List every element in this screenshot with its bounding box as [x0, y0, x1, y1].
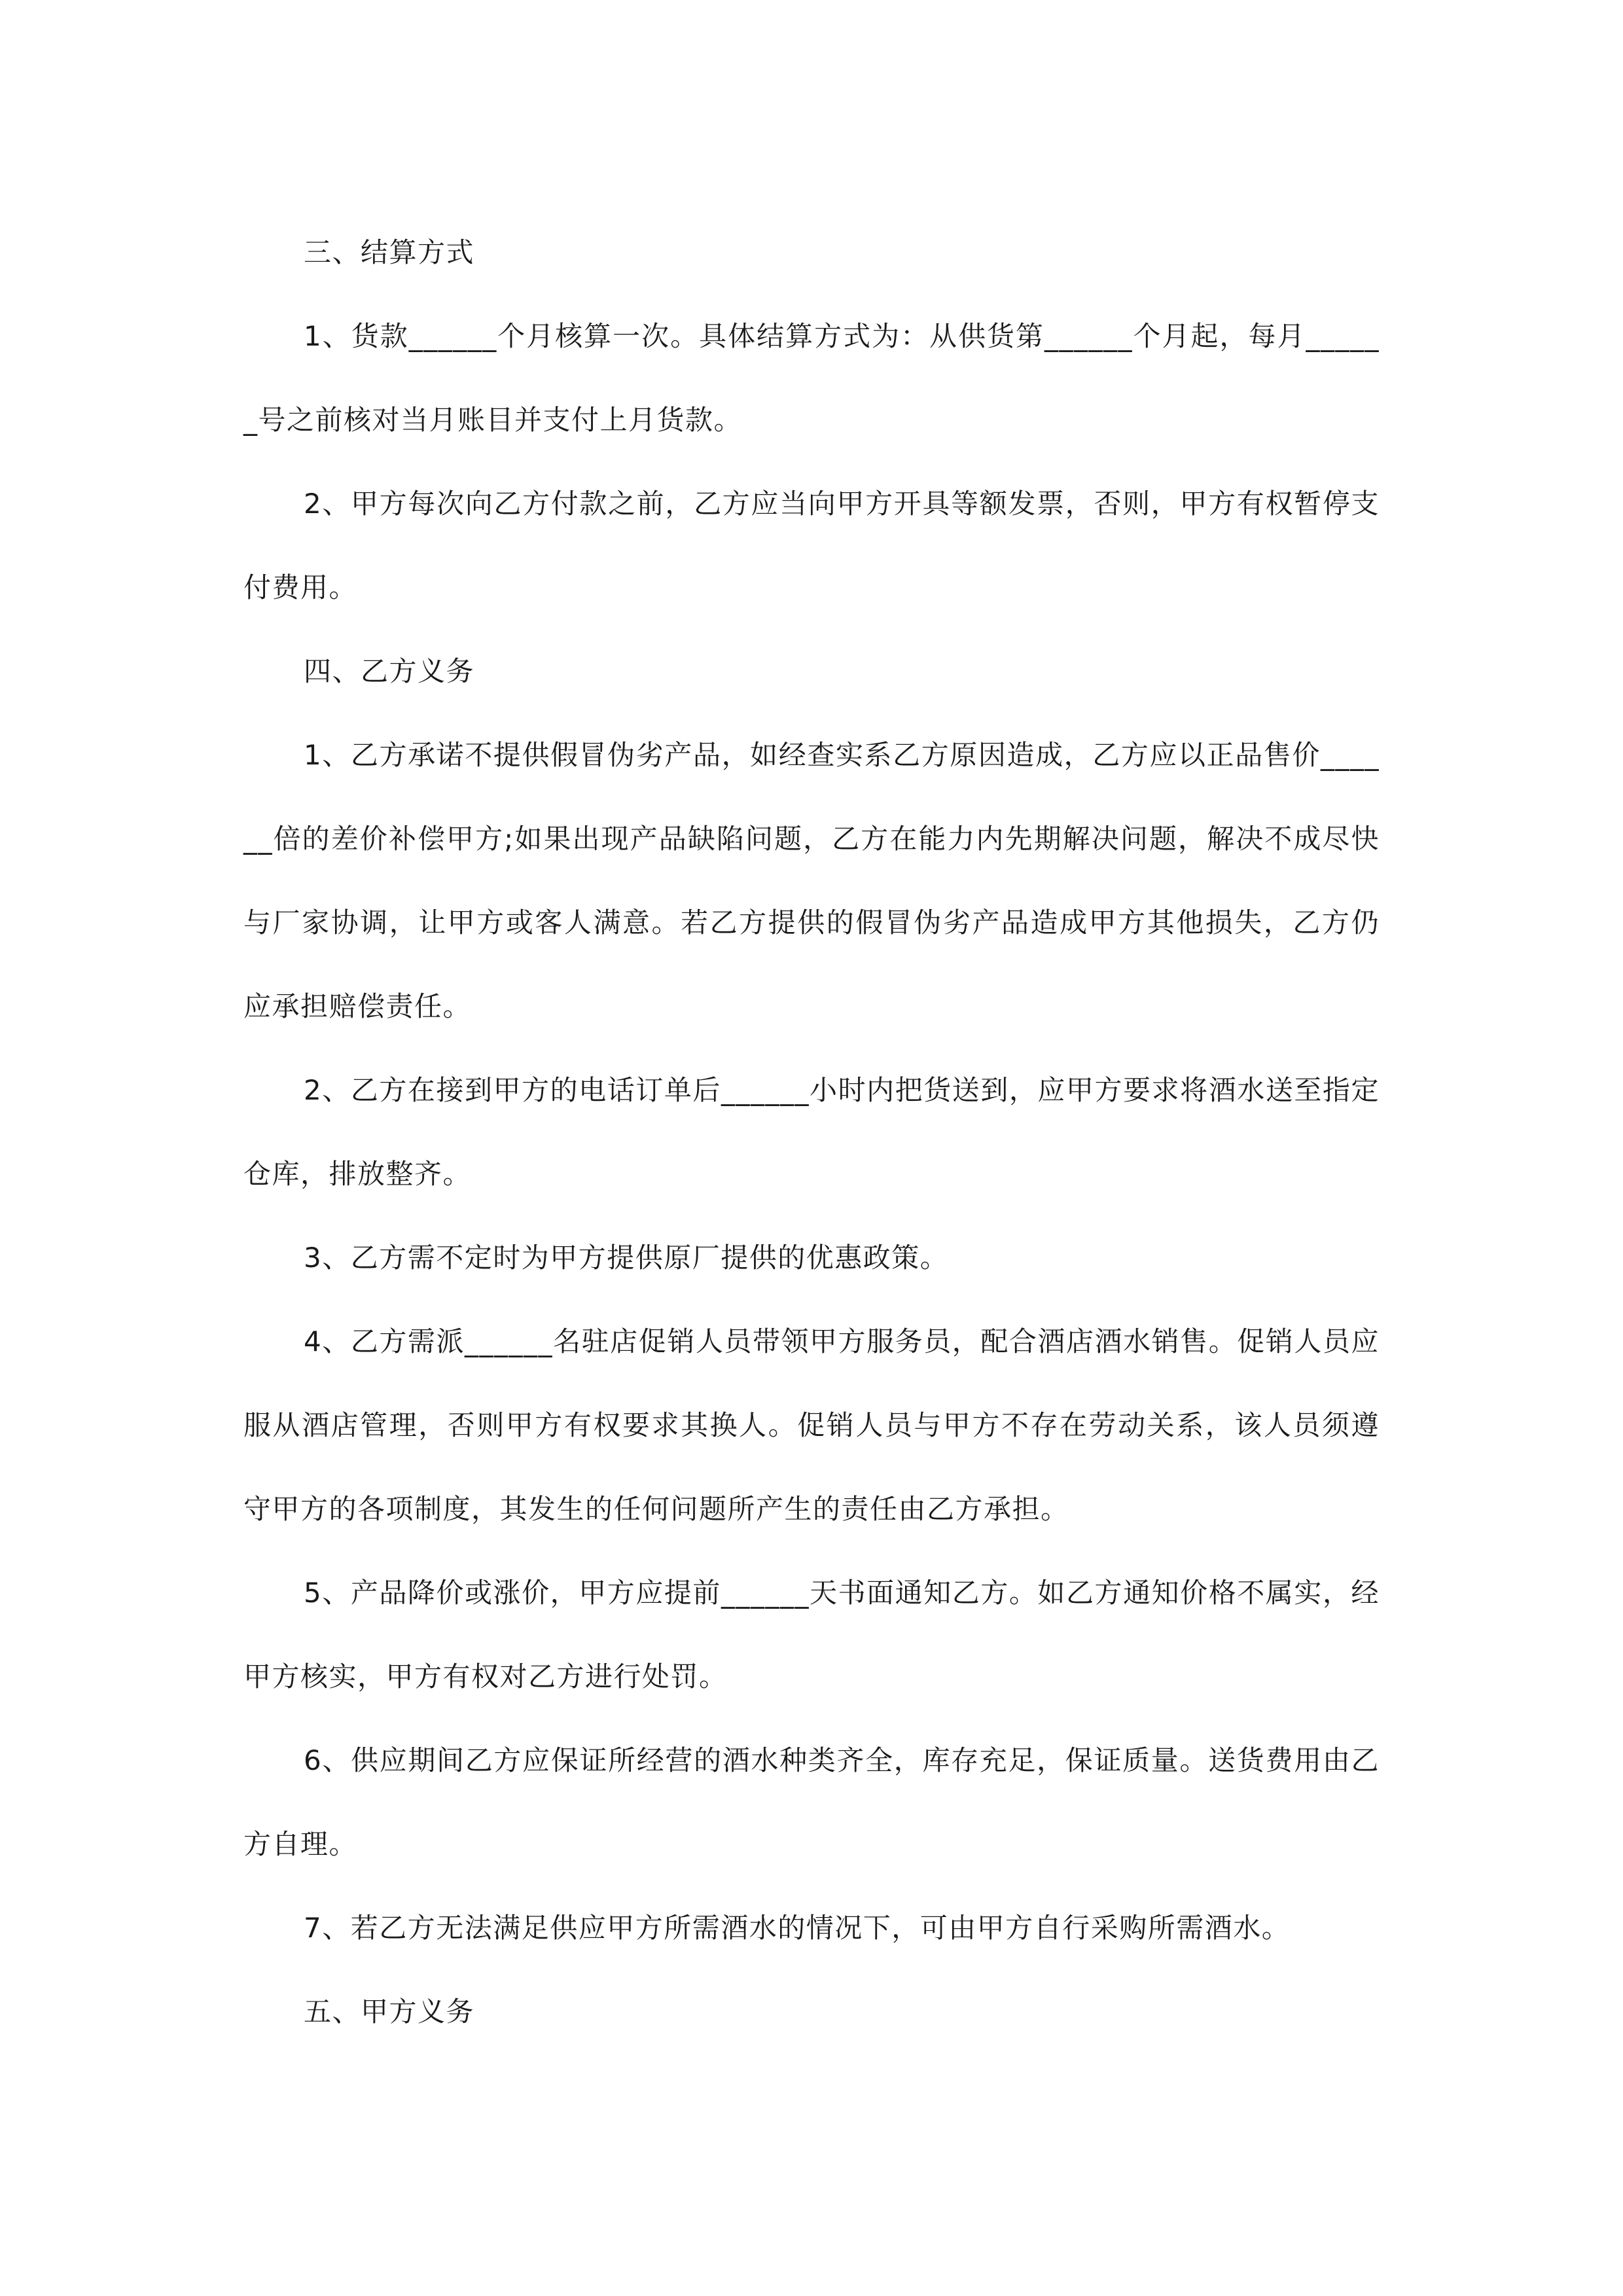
party-b-clause-2: 2、乙方在接到甲方的电话订单后______小时内把货送到，应甲方要求将酒水送至指定仓库，排放整齐。 [243, 1074, 1380, 1190]
party-b-clause-5: 5、产品降价或涨价，甲方应提前______天书面通知乙方。如乙方通知价格不属实，经甲方核实，甲方有权对乙方进行处罚。 [243, 1577, 1380, 1693]
party-b-clause-7: 7、若乙方无法满足供应甲方所需酒水的情况下，可由甲方自行采购所需酒水。 [304, 1912, 1291, 1944]
document-body [243, 211, 1380, 2054]
party-b-clause-6: 6、供应期间乙方应保证所经营的酒水种类齐全，库存充足，保证质量。送货费用由乙方自理。 [243, 1744, 1380, 1860]
section-heading-party-b-obligations: 四、乙方义务 [304, 655, 475, 687]
section-heading-settlement: 三、结算方式 [304, 236, 475, 268]
settlement-clause-2: 2、甲方每次向乙方付款之前，乙方应当向甲方开具等额发票，否则，甲方有权暂停支付费用。 [243, 488, 1380, 603]
party-b-clause-1: 1、乙方承诺不提供假冒伪劣产品，如经查实系乙方原因造成，乙方应以正品售价______倍的差价补偿甲方;如果出现产品缺陷问题，乙方在能力内先期解决问题，解决不成尽快与厂家协调，让甲方或客人满意。若乙方提供的假冒伪劣产品造成甲方其他损失，乙方仍应承担赔偿责任。 [243, 739, 1380, 1022]
party-b-clause-4: 4、乙方需派______名驻店促销人员带领甲方服务员，配合酒店酒水销售。促销人员应服从酒店管理，否则甲方有权要求其换人。促销人员与甲方不存在劳动关系，该人员须遵守甲方的各项制度，其发生的任何问题所产生的责任由乙方承担。 [243, 1325, 1380, 1525]
party-b-clause-3: 3、乙方需不定时为甲方提供原厂提供的优惠政策。 [304, 1242, 949, 1274]
settlement-clause-1: 1、货款______个月核算一次。具体结算方式为：从供货第______个月起，每月______号之前核对当月账目并支付上月货款。 [243, 320, 1380, 436]
section-heading-party-a-obligations: 五、甲方义务 [304, 1996, 475, 2028]
